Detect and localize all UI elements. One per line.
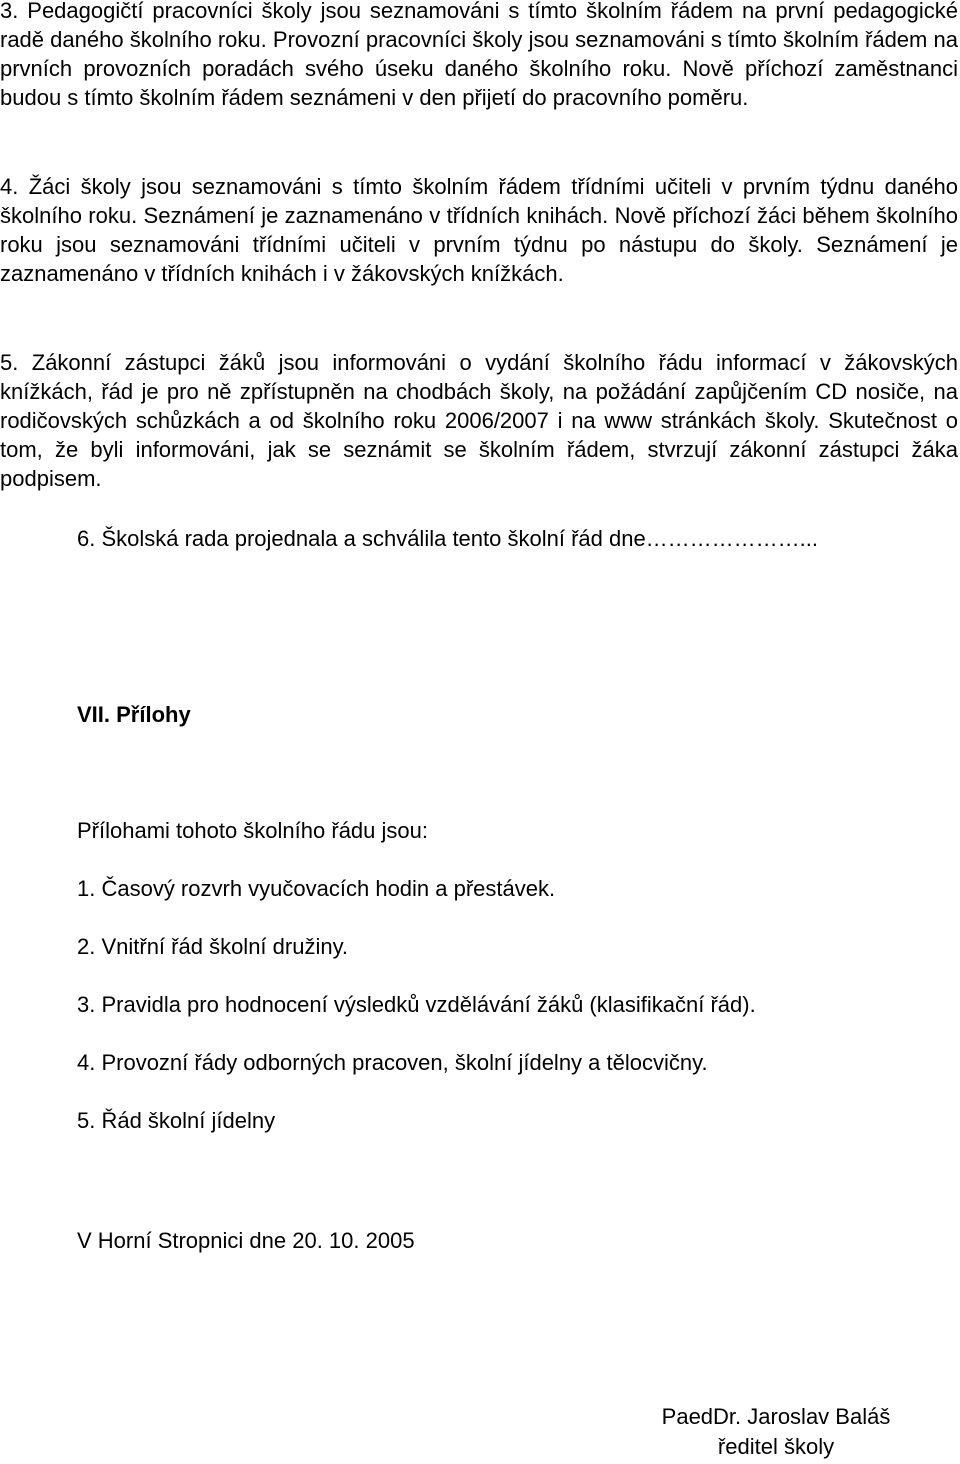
signature-block [640, 1402, 912, 1462]
paragraph-5-number: 5. [0, 350, 19, 375]
paragraph-4 [0, 172, 958, 288]
paragraph-3 [0, 0, 958, 112]
attachment-item-3: 3. Pravidla pro hodnocení výsledků vzdělávání žáků (klasifikační řád). [77, 992, 756, 1017]
paragraph-5 [0, 348, 958, 493]
attachment-item-5: 5. Řád školní jídelny [77, 1108, 276, 1133]
attachment-item-4: 4. Provozní řády odborných pracoven, školní jídelny a tělocvičny. [77, 1050, 708, 1075]
signature-title: ředitel školy [717, 1434, 835, 1459]
section-heading: VII. Přílohy [77, 702, 191, 727]
paragraph-6: 6. Školská rada projednala a schválila tento školní řád dne…………………... [77, 526, 819, 551]
paragraph-4-text: Žáci školy jsou seznamováni s tímto školním řádem třídními učiteli v prvním týdnu daného školního roku. Seznámení je zaznamenáno v třídních knihách. Nově příchozí žáci během školního roku jsou seznamováni třídními učiteli v prvním týdnu po nástupu do školy. Seznámení je zaznamenáno v třídních knihách i v žákovských knížkách. [0, 174, 958, 286]
paragraph-3-number: 3. [0, 0, 19, 23]
signature-name: PaedDr. Jaroslav Baláš [661, 1404, 891, 1429]
paragraph-5-text: Zákonní zástupci žáků jsou informováni o vydání školního řádu informací v žákovských knížkách, řád je pro ně zpřístupněn na chodbách školy, na požádání zapůjčením CD nosiče, na rodičovských schůzkách a od školního roku 2006/2007 i na www stránkách školy. Skutečnost o tom, že byli informováni, jak se seznámit se školním řádem, stvrzují zákonní zástupci žáka podpisem. [0, 350, 958, 491]
paragraph-4-number: 4. [0, 174, 19, 199]
attachment-item-2: 2. Vnitřní řád školní družiny. [77, 934, 349, 959]
attachments-intro: Přílohami tohoto školního řádu jsou: [77, 818, 428, 843]
attachment-item-1: 1. Časový rozvrh vyučovacích hodin a přestávek. [77, 876, 556, 901]
paragraph-3-text: Pedagogičtí pracovníci školy jsou seznamováni s tímto školním řádem na první pedagogické radě daného školního roku. Provozní pracovníci školy jsou seznamováni s tímto školním řádem na prvních provozních poradách svého úseku daného školního roku. Nově příchozí zaměstnanci budou s tímto školním řádem seznámeni v den přijetí do pracovního poměru. [0, 0, 958, 110]
place-date: V Horní Stropnici dne 20. 10. 2005 [77, 1228, 415, 1253]
